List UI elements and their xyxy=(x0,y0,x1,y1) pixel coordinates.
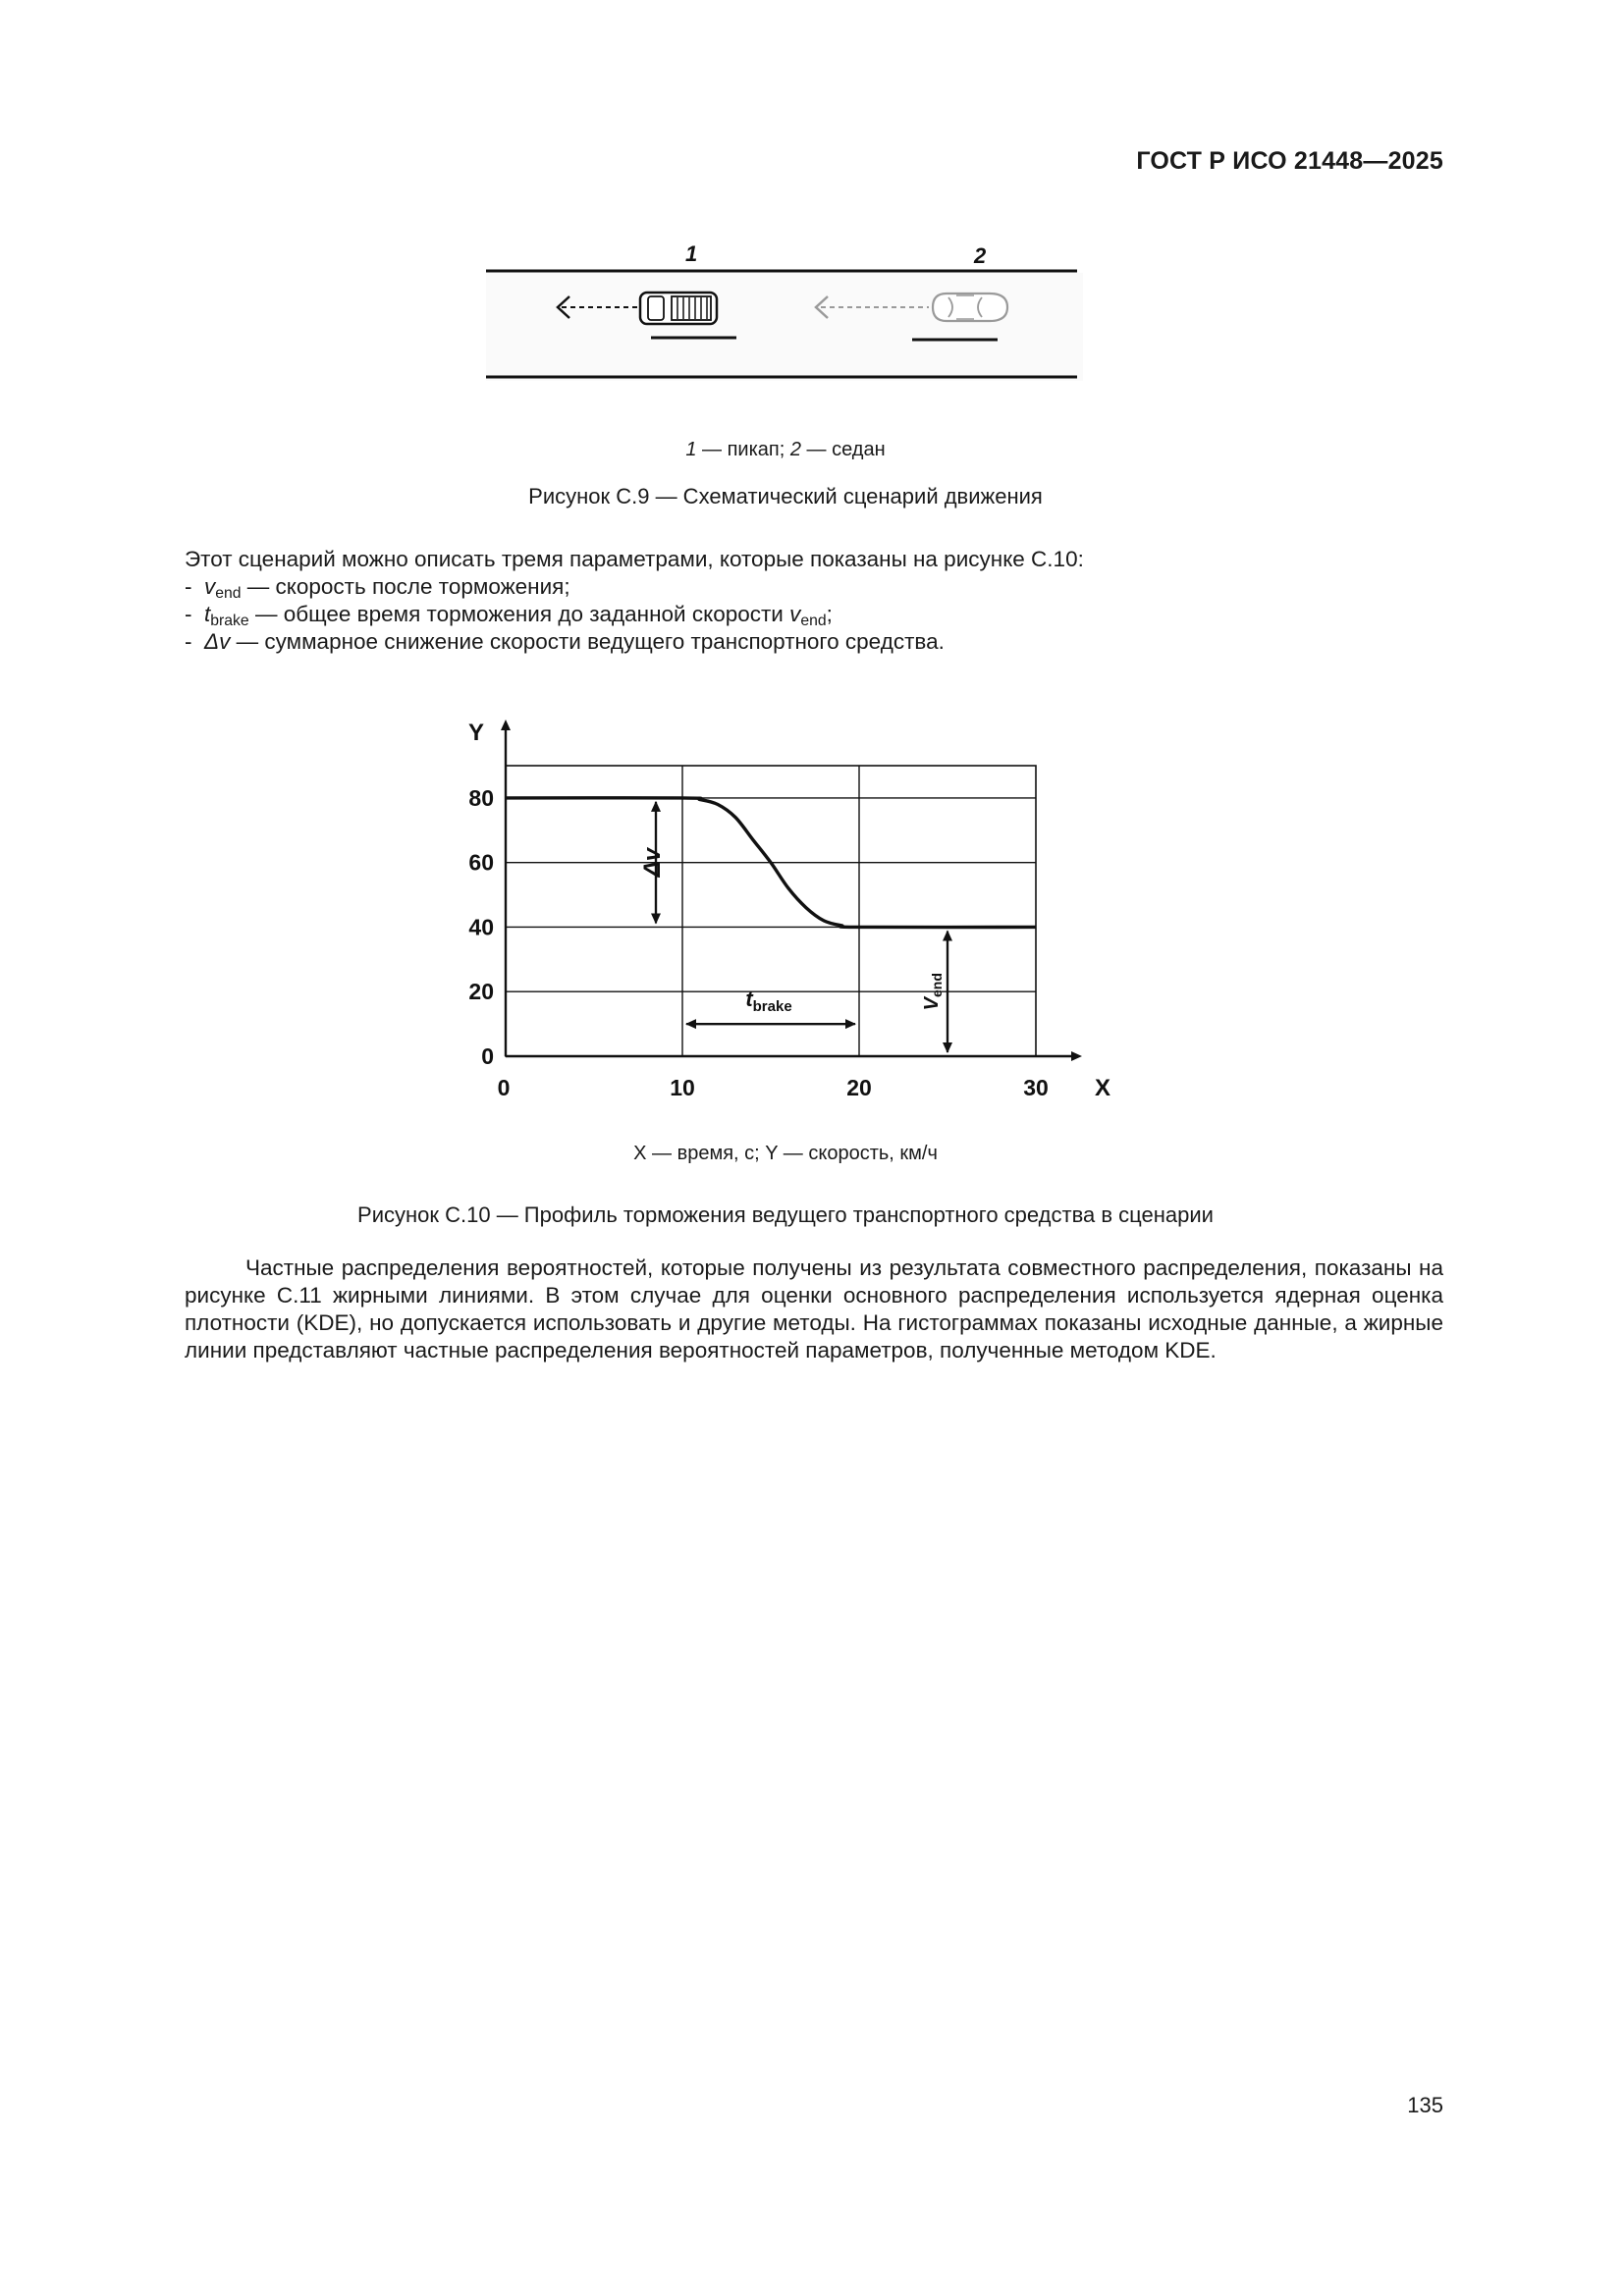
legend-num-1: 1 xyxy=(685,439,697,460)
y-axis-label: Y xyxy=(468,720,485,746)
param-item-t-brake: - $t_{brake}$ — общее время торможения до заданной скорости $v_{end}$; xyxy=(185,602,833,629)
symbol-delta-v: Δv xyxy=(204,629,231,654)
x-tick-label: 10 xyxy=(670,1075,695,1100)
standard-id: ГОСТ Р ИСО 21448—2025 xyxy=(1136,147,1443,175)
vehicle-label-1: 1 xyxy=(685,241,698,266)
legend-text-2: — седан xyxy=(800,439,886,460)
y-tick-label: 20 xyxy=(468,979,494,1005)
chart-axes xyxy=(468,720,1110,1101)
x-tick-label: 0 xyxy=(497,1075,511,1100)
t-brake-label: $t_{brake}$ xyxy=(745,987,792,1016)
symbol-v: v xyxy=(204,574,216,599)
x-tick-label: 30 xyxy=(1023,1075,1049,1100)
page-number: 135 xyxy=(1407,2093,1443,2117)
y-tick-label: 40 xyxy=(468,914,494,940)
v-end-label: $V_{end}$ xyxy=(921,973,945,1011)
legend-text-1: — пикап; xyxy=(696,439,790,460)
figure-c10-legend: X — время, с; Y — скорость, км/ч xyxy=(633,1143,938,1164)
y-tick-label: 60 xyxy=(468,849,494,876)
legend-num-2: 2 xyxy=(789,439,801,460)
scenario-diagram xyxy=(471,226,1100,422)
figure-c9-legend xyxy=(471,439,1100,461)
body-paragraph: Частные распределения вероятностей, которые получены из результата совместного распределения, показаны на рисунке С.11 жирными линиями. В этом случае для оценки основного распределения используется ядерная оценка плотности (KDE), но допускается использовать и другие методы. На гистограммах показаны исходные данные, а жирные линии представляют частные распределения вероятностей параметров, полученные методом KDE. xyxy=(185,1255,1443,1362)
chart-ticks xyxy=(468,785,1048,1100)
y-tick-label: 0 xyxy=(481,1043,494,1069)
vehicle-label-2: 2 xyxy=(974,243,987,268)
params-intro: Этот сценарий можно описать тремя параметрами, которые показаны на рисунке С.10: xyxy=(185,547,1084,571)
param-item-delta-v: - Δv — суммарное снижение скорости ведущего транспортного средства. xyxy=(185,629,945,654)
braking-profile-chart xyxy=(432,707,1119,1119)
x-axis-label: X xyxy=(1095,1075,1111,1101)
symbol-t: t xyxy=(204,602,211,626)
x-tick-label: 20 xyxy=(846,1075,872,1100)
figure-c10-caption: Рисунок С.10 — Профиль торможения ведущего транспортного средства в сценарии xyxy=(357,1202,1214,1227)
delta-v-label: Δv xyxy=(639,847,666,878)
param-item-v-end: - $v_{end}$ — скорость после торможения; xyxy=(185,574,570,602)
figure-c9-caption: Рисунок С.9 — Схематический сценарий движения xyxy=(528,484,1043,508)
y-tick-label: 80 xyxy=(468,784,494,811)
